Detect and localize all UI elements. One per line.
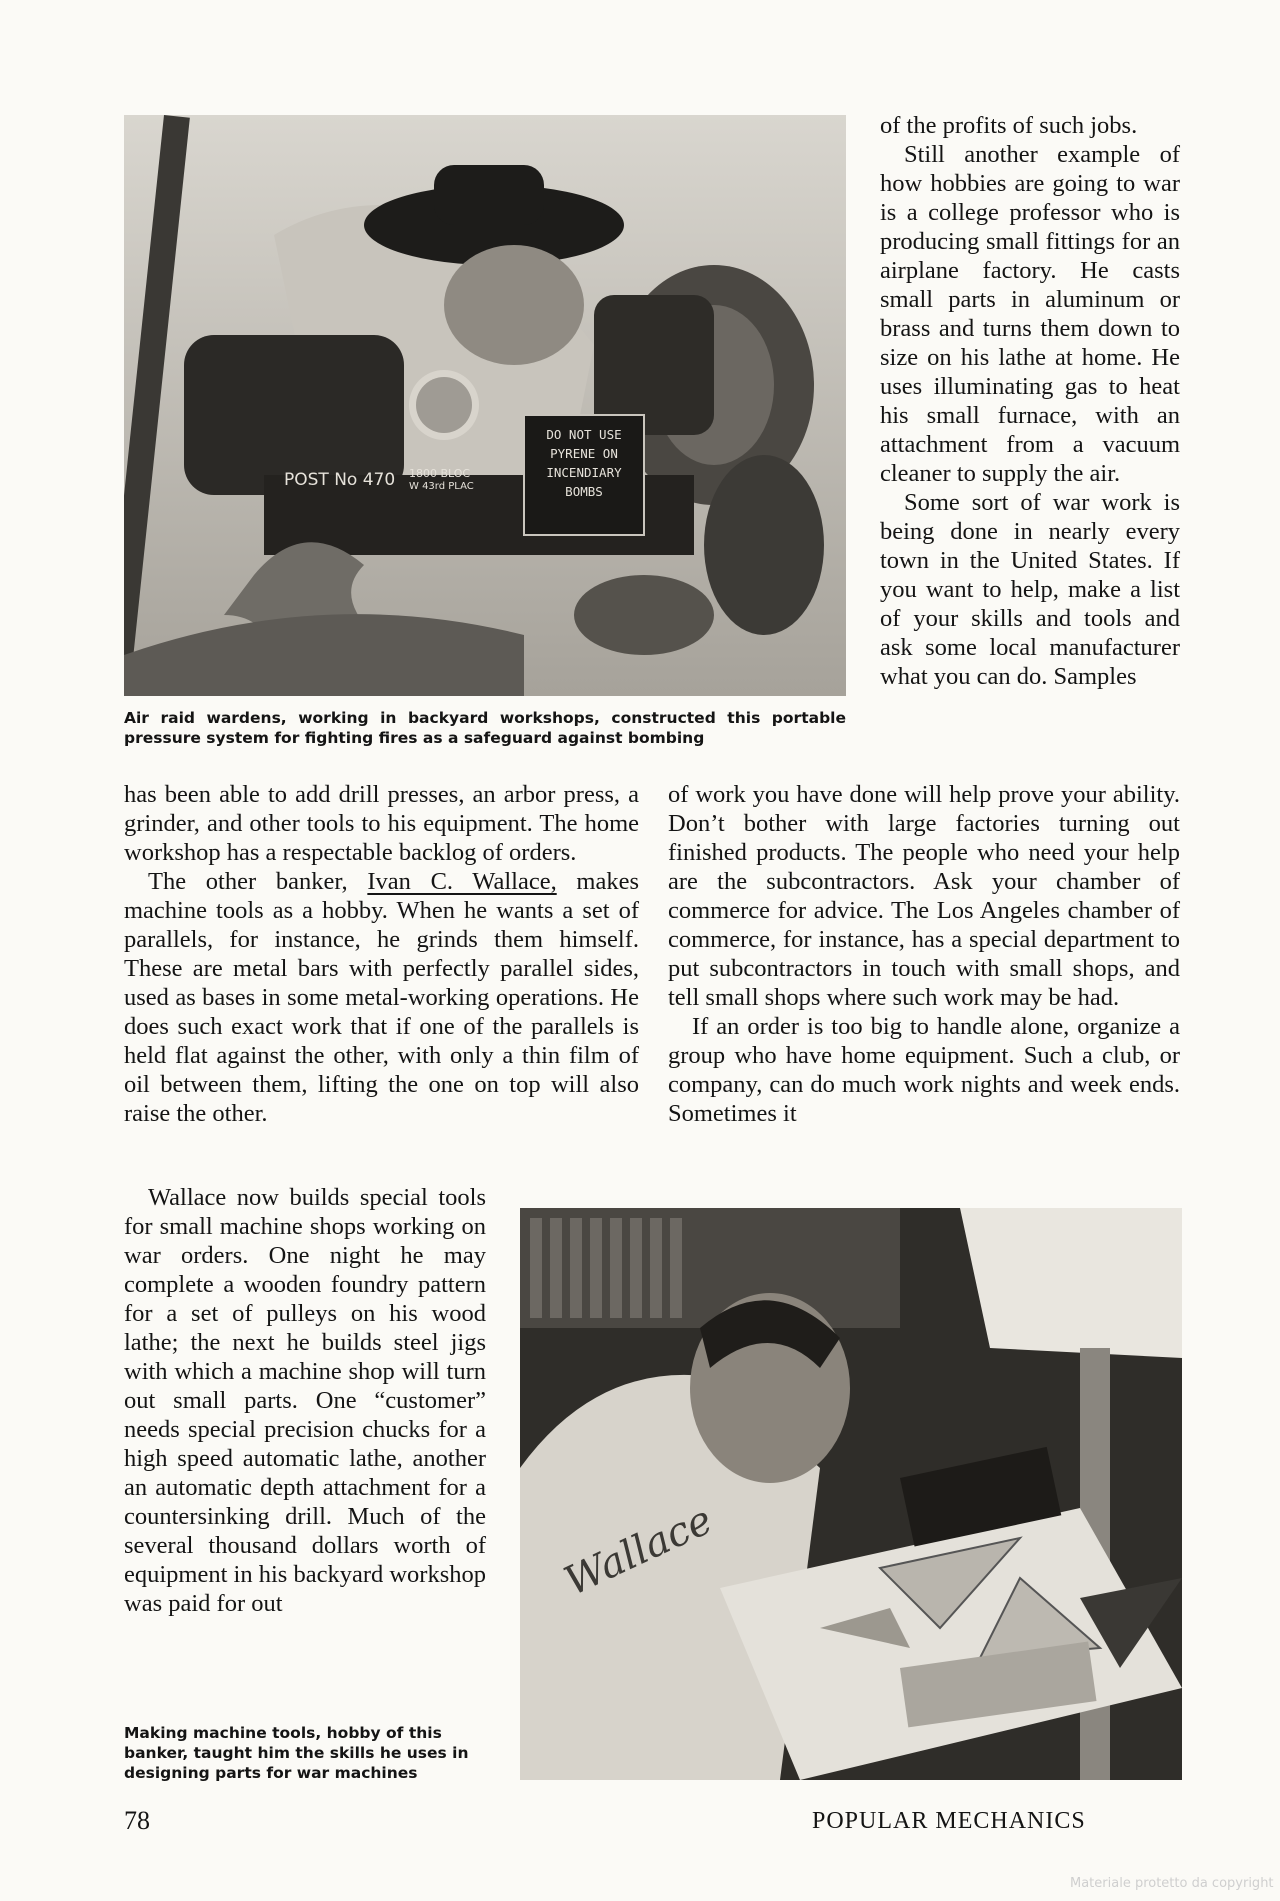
photo-caption-wallace: Making machine tools, hobby of this banker, taught him the skills he uses in designing parts for war machines bbox=[124, 1724, 469, 1782]
photo-wallace-drafting bbox=[520, 1208, 1182, 1780]
underlined-name: Ivan C. Wallace, bbox=[367, 868, 557, 895]
magazine-title: POPULAR MECHANICS bbox=[812, 1808, 1086, 1834]
right-column-middle bbox=[668, 780, 1180, 1128]
sign-address-line1: 1800 BLOC bbox=[409, 467, 471, 480]
paragraph: has been able to add drill presses, an arbor press, a grinder, and other tools to his equipment. The home workshop has a respectable backlog of orders. bbox=[124, 781, 639, 866]
paragraph: If an order is too big to handle alone, organize a group who have home equipment. Such a club, or company, can do much work nights and week ends. Sometimes it bbox=[668, 1013, 1180, 1127]
paragraph: of the profits of such jobs. bbox=[880, 112, 1138, 139]
sign-warning-line1: DO NOT USE bbox=[546, 427, 622, 442]
paragraph: Some sort of war work is being done in nearly every town in the United States. If you want to help, make a list of your skills and tools and ask some local manufacturer what you can do. Samples bbox=[880, 489, 1180, 690]
paragraph: Still another example of how hobbies are going to war is a college professor who is producing small fittings for an airplane factory. He casts small parts in aluminum or brass and turns them down to size on his lathe at home. He uses illuminating gas to heat his small furnace, with an attachment from a vacuum cleaner to supply the air. bbox=[880, 141, 1180, 487]
paragraph-text: makes machine tools as a hobby. When he wants a set of parallels, for instance, he grinds them himself. These are metal bars with perfectly parallel sides, used as bases in some metal-working operations. He does such exact work that if one of the parallels is held flat against the other, with only a thin film of oil between them, lifting the one on top will also raise the other. bbox=[124, 868, 639, 1127]
photo-wallace-drafting-drawing bbox=[520, 1208, 1182, 1780]
sign-warning bbox=[528, 425, 640, 501]
sign-warning-line2: PYRENE ON bbox=[550, 446, 618, 461]
page-number: 78 bbox=[124, 1806, 150, 1835]
paragraph: of work you have done will help prove your ability. Don’t bother with large factories turning out finished products. The people who need your help are the subcontractors. Ask your chamber of commerce for advice. The Los Angeles chamber of commerce, for instance, has a special department to put subcontractors in touch with small shops, and tell small shops where such work may be had. bbox=[668, 781, 1180, 1011]
paragraph bbox=[124, 867, 639, 1128]
left-column-bottom bbox=[124, 1183, 486, 1618]
paragraph: Wallace now builds special tools for small machine shops working on war orders. One night he may complete a wooden foundry pattern for a set of pulleys on his wood lathe; the next he builds steel jigs with which a machine shop will turn out small parts. One “customer” needs special precision chucks for a high speed automatic lathe, another an automatic depth attachment for a countersinking drill. Much of the several thousand dollars worth of equipment in his backyard workshop was paid for out bbox=[124, 1184, 486, 1617]
photo-caption-fire-system: Air raid wardens, working in backyard workshops, constructed this portable pressure system for fighting fires as a safeguard against bombing bbox=[124, 709, 846, 747]
sign-address-line2: W 43rd PLAC bbox=[409, 481, 474, 492]
left-column-middle bbox=[124, 780, 639, 1128]
right-column-top bbox=[880, 111, 1180, 691]
copyright-watermark: Materiale protetto da copyright bbox=[1070, 1876, 1274, 1891]
sign-warning-line3: INCENDIARY bbox=[546, 465, 622, 480]
sign-post-number: POST No 470 bbox=[284, 470, 396, 490]
photo-fire-pressure-system bbox=[124, 115, 846, 696]
shirt-signature: Wallace bbox=[557, 1496, 720, 1606]
paragraph-text: The other banker, bbox=[148, 868, 368, 895]
sign-warning-line4: BOMBS bbox=[565, 484, 603, 499]
photo-fire-pressure-system-drawing bbox=[124, 115, 846, 696]
